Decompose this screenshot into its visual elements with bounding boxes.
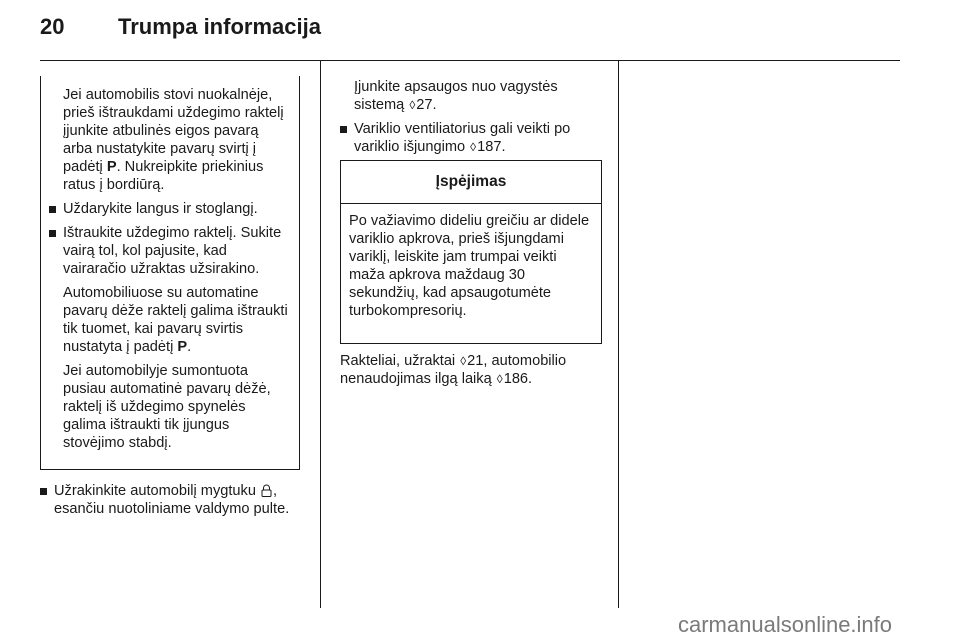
reference-icon: ◊	[409, 98, 416, 112]
warning-body: Po važiavimo dideliu greičiu ar didele variklio apkrova, prieš išjungdami variklį, leiskite jam trumpai veikti maža apkrova maždaug 30 sekundžių, kad apsaugotumėte turbokompresorių.	[349, 213, 590, 319]
bullet-square-icon	[340, 126, 347, 133]
page-reference[interactable]: 187.	[477, 139, 506, 155]
box-intro: Jei automobilis stovi nuokalnėje, prieš ištraukdami uždegimo raktelį įjunkite atbulinės eigos pavarą arba nustatykite pavarų svirtį į padėtį P. Nukreipkite priekinius ratus į bordiūrą.	[63, 87, 284, 193]
box-paragraph: Jei automobilyje sumontuota pusiau automatinė pavarų dėžė, raktelį iš uždegimo spynelės galima ištraukti tik įjungus stovėjimo stabdį.	[63, 363, 271, 451]
reference-icon: ◊	[496, 372, 503, 386]
column-divider-left	[320, 60, 321, 608]
bullet-square-icon	[49, 230, 56, 237]
page-number: 20	[40, 14, 65, 39]
page-reference[interactable]: 27.	[416, 97, 437, 113]
watermark: carmanualsonline.info	[678, 612, 893, 637]
page-reference[interactable]: 21	[467, 353, 484, 369]
list-item: Užrakinkite automobilį mygtuku , esančiu nuotoliniame valdymo pulte.	[40, 482, 302, 518]
list-item: Uždarykite langus ir stoglangį.	[49, 200, 289, 218]
list-item: Variklio ventiliatorius gali veikti po variklio išjungimo ◊187.	[340, 120, 602, 156]
header-divider	[40, 60, 900, 61]
page-title: Trumpa informacija	[118, 14, 321, 39]
box-paragraph: Automobiliuose su automatine pavarų dėže raktelį galima ištraukti tik tuomet, kai pavarų svirtis nustatyta į padėtį P.	[63, 285, 288, 355]
column-2	[340, 78, 602, 162]
list-item: Ištraukite uždegimo raktelį. Sukite vairą tol, kol pajusite, kad vairaračio užraktas užsirakino.	[49, 224, 289, 278]
bullet-square-icon	[40, 488, 47, 495]
warning-box	[340, 160, 602, 344]
warning-title: Įspėjimas	[341, 161, 601, 204]
lock-icon	[261, 484, 272, 497]
continued-step: Įjunkite apsaugos nuo vagystės sistemą ◊27.	[354, 79, 558, 113]
reference-icon: ◊	[460, 354, 467, 368]
info-box	[40, 76, 300, 470]
column-divider-right	[618, 60, 619, 608]
reference-icon: ◊	[470, 140, 477, 154]
bullet-square-icon	[49, 206, 56, 213]
cross-references: Rakteliai, užraktai ◊21, automobilio nenaudojimas ilgą laiką ◊186.	[340, 353, 567, 387]
page-reference[interactable]: 186.	[503, 371, 533, 387]
lock-step	[40, 482, 302, 524]
